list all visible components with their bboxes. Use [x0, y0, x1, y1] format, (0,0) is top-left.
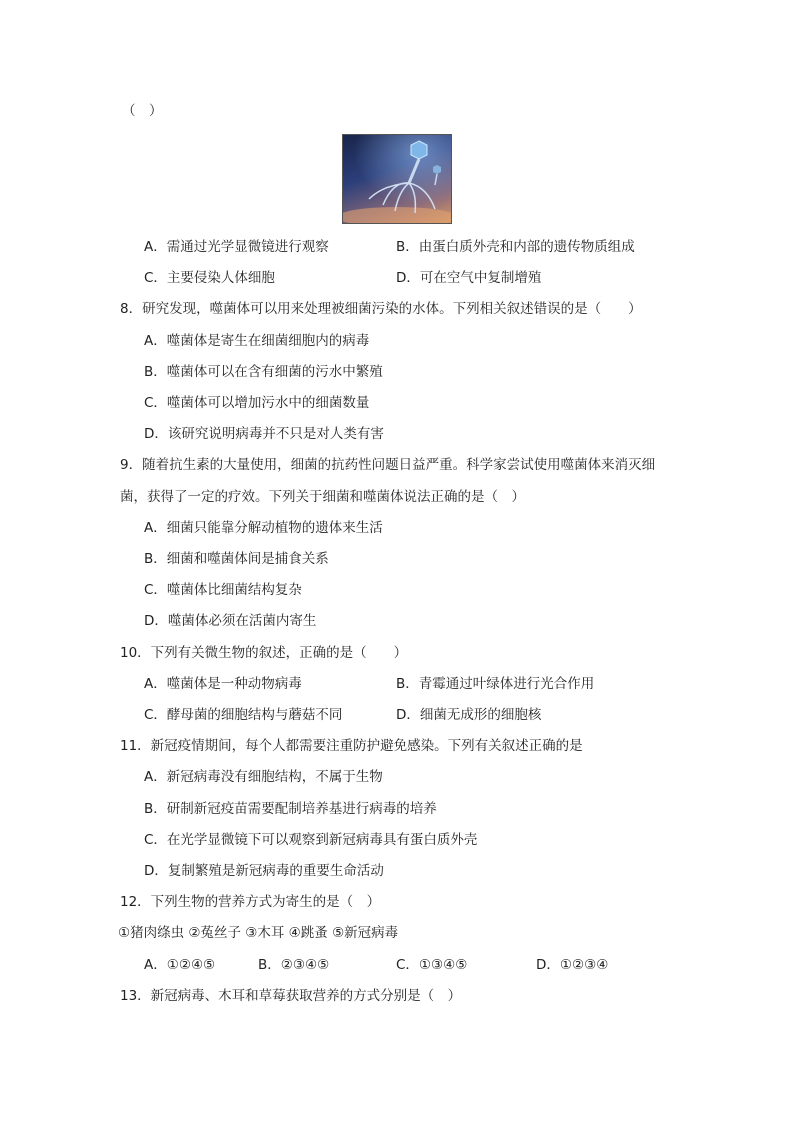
q7-option-b: B．由蛋白质外壳和内部的遗传物质组成	[396, 239, 635, 255]
q8-option-b: B．噬菌体可以在含有细菌的污水中繁殖	[144, 364, 383, 380]
bacteriophage-image	[342, 134, 452, 224]
q11-option-b: B．研制新冠疫苗需要配制培养基进行病毒的培养	[144, 801, 437, 817]
q10-option-b: B．青霉通过叶绿体进行光合作用	[396, 676, 595, 692]
q8-option-d: D．该研究说明病毒并不只是对人类有害	[144, 426, 384, 442]
q9-option-a: A．细菌只能靠分解动植物的遗体来生活	[144, 520, 383, 536]
q7-answer-paren: （ ）	[122, 103, 163, 119]
q12-option-c: C．①③④⑤	[396, 957, 468, 973]
q11-stem: 11．新冠疫情期间，每个人都需要注重防护避免感染。下列有关叙述正确的是	[120, 738, 583, 754]
q8-stem: 8．研究发现，噬菌体可以用来处理被细菌污染的水体。下列相关叙述错误的是（ ）	[120, 301, 642, 317]
q11-option-c: C．在光学显微镜下可以观察到新冠病毒具有蛋白质外壳	[144, 832, 478, 848]
q12-stem: 12．下列生物的营养方式为寄生的是（ ）	[120, 894, 381, 910]
q8-option-c: C．噬菌体可以增加污水中的细菌数量	[144, 395, 370, 411]
q7-option-d: D．可在空气中复制增殖	[396, 270, 542, 286]
q12-items: ①猪肉绦虫 ②菟丝子 ③木耳 ④跳蚤 ⑤新冠病毒	[118, 925, 399, 941]
q9-stem-line2: 菌，获得了一定的疗效。下列关于细菌和噬菌体说法正确的是（ ）	[120, 489, 525, 505]
q7-option-c: C．主要侵染人体细胞	[144, 270, 275, 286]
q9-option-c: C．噬菌体比细菌结构复杂	[144, 582, 302, 598]
q9-option-b: B．细菌和噬菌体间是捕食关系	[144, 551, 329, 567]
q11-option-d: D．复制繁殖是新冠病毒的重要生命活动	[144, 863, 384, 879]
q8-option-a: A．噬菌体是寄生在细菌细胞内的病毒	[144, 333, 370, 349]
q9-option-d: D．噬菌体必须在活菌内寄生	[144, 613, 317, 629]
q10-option-d: D．细菌无成形的细胞核	[396, 707, 542, 723]
q9-stem-line1: 9．随着抗生素的大量使用，细菌的抗药性问题日益严重。科学家尝试使用噬菌体来消灭细	[120, 457, 656, 473]
q10-option-c: C．酵母菌的细胞结构与蘑菇不同	[144, 707, 343, 723]
q12-option-d: D．①②③④	[536, 957, 609, 973]
q10-option-a: A．噬菌体是一种动物病毒	[144, 676, 302, 692]
q10-stem: 10．下列有关微生物的叙述，正确的是（ ）	[120, 645, 408, 661]
q11-option-a: A．新冠病毒没有细胞结构，不属于生物	[144, 769, 383, 785]
q12-option-a: A．①②④⑤	[144, 957, 216, 973]
q12-option-b: B．②③④⑤	[258, 957, 330, 973]
q7-option-a: A．需通过光学显微镜进行观察	[144, 239, 329, 255]
q13-stem: 13．新冠病毒、木耳和草莓获取营养的方式分别是（ ）	[120, 988, 462, 1004]
